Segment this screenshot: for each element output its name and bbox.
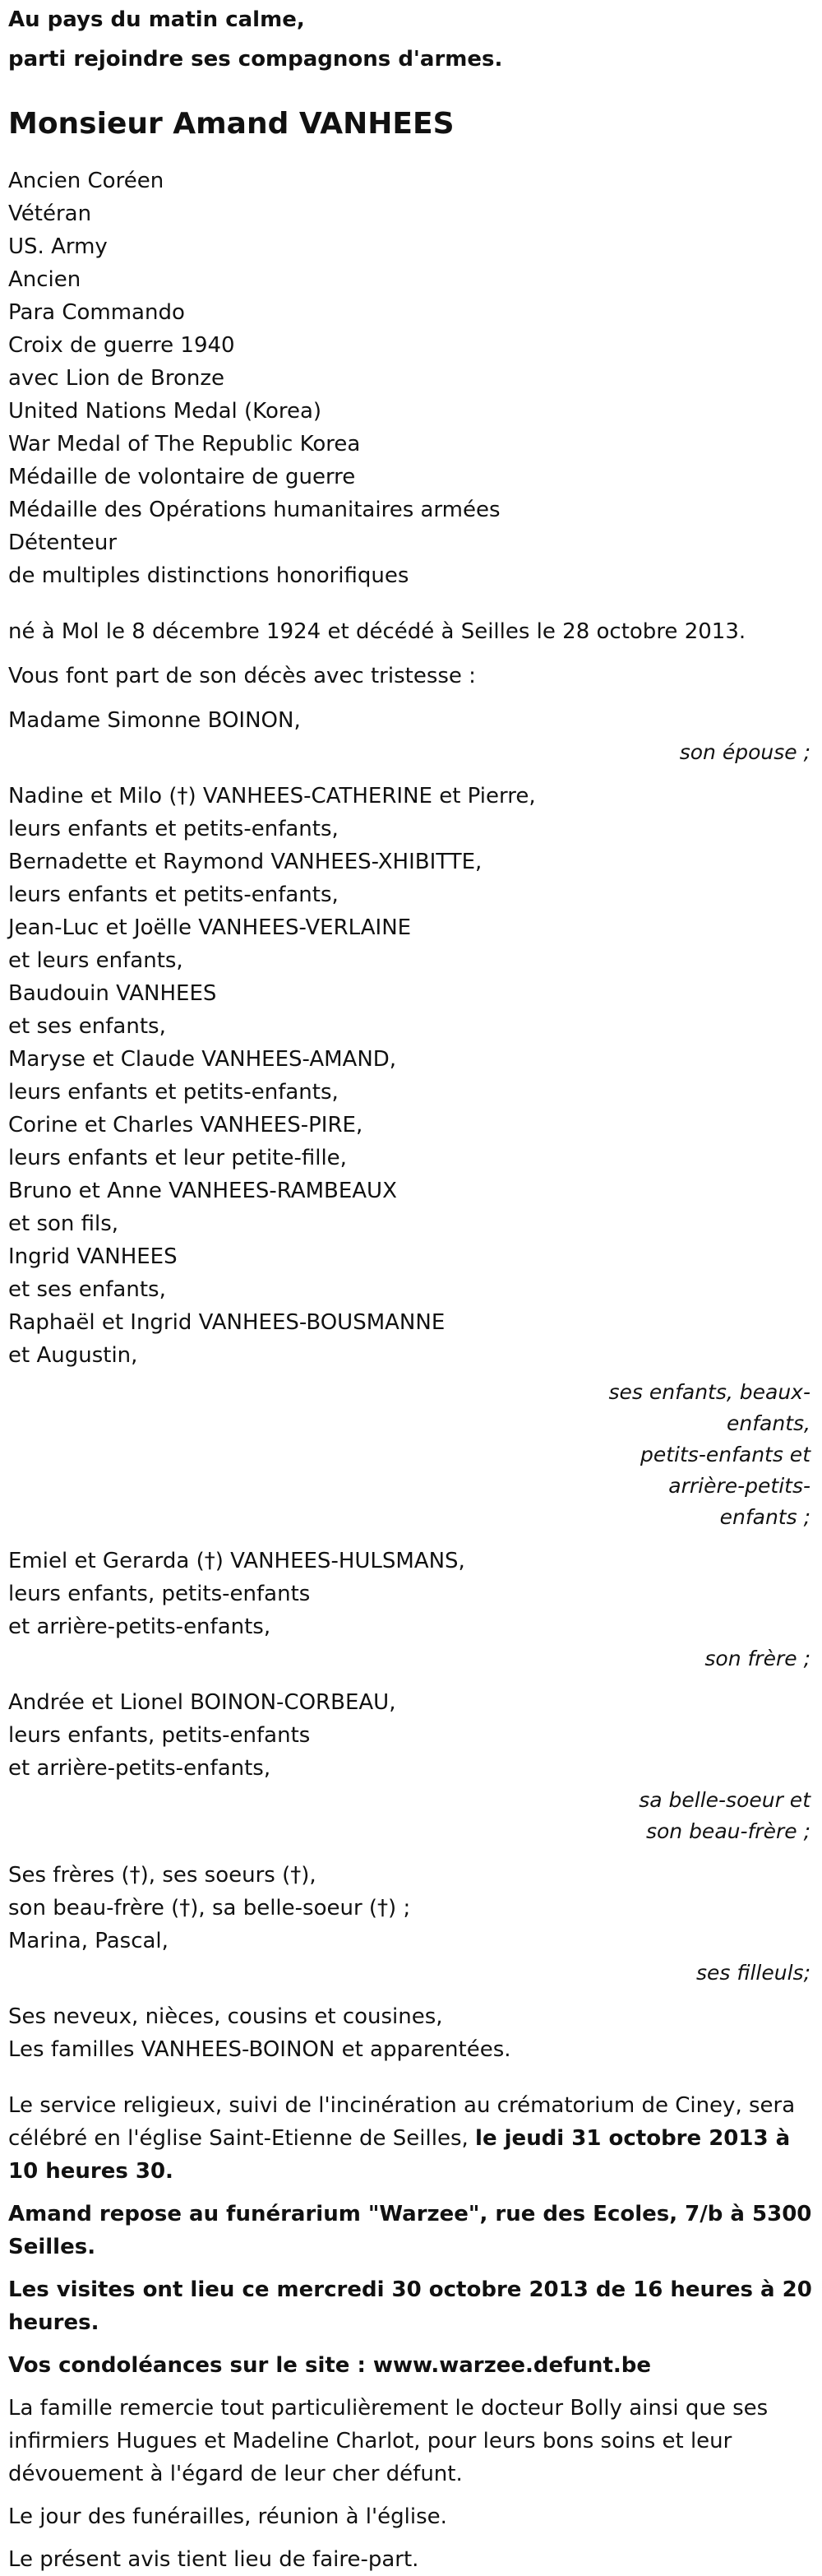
spouse-name: Madame Simonne BOINON,	[8, 708, 301, 733]
service-date: le jeudi 31 octobre 2013 à 10 heures 30.	[8, 2126, 791, 2184]
child-line: Bruno et Anne VANHEES-RAMBEAUX	[8, 1179, 397, 1203]
intro-line-2: parti rejoindre ses compagnons d'armes.	[8, 47, 503, 72]
birth-death-text: né à Mol le 8 décembre 1924 et décédé à Seilles le 28 octobre 2013.	[8, 619, 746, 644]
inlaws-role: sa belle-soeur et	[639, 1788, 810, 1812]
honor-item: United Nations Medal (Korea)	[8, 399, 322, 424]
honor-item: Para Commando	[8, 300, 185, 325]
family-line: Ses neveux, nièces, cousins et cousines,	[8, 2004, 443, 2029]
honor-item: US. Army	[8, 234, 108, 259]
announce	[8, 660, 814, 693]
child-line: et leurs enfants,	[8, 948, 183, 973]
honors-list	[8, 164, 814, 592]
children-role: enfants,	[727, 1411, 810, 1435]
thanks-text: La famille remercie tout particulièrement le docteur Bolly ainsi que ses infirmiers Hugues et Madeline Charlot, pour leurs bons soins et leur dévouement à l'égard de leur cher défunt.	[8, 2396, 769, 2486]
brother-block	[8, 1545, 814, 1675]
inlaws-block	[8, 1686, 814, 1847]
service-block	[8, 2089, 814, 2188]
intro	[8, 0, 814, 79]
inlaws-line: leurs enfants, petits-enfants	[8, 1723, 311, 1748]
rest-info: Amand repose au funérarium "Warzee", rue des Ecoles, 7/b à 5300 Seilles.	[8, 2202, 812, 2259]
brother-line: leurs enfants, petits-enfants	[8, 1582, 311, 1606]
child-line: Jean-Luc et Joëlle VANHEES-VERLAINE	[8, 915, 412, 940]
notice-text: Le présent avis tient lieu de faire-part.	[8, 2547, 419, 2572]
inlaws-role: son beau-frère ;	[645, 1819, 810, 1843]
visits-info: Les visites ont lieu ce mercredi 30 octobre 2013 de 16 heures à 20 heures.	[8, 2277, 812, 2335]
inlaws-line: et arrière-petits-enfants,	[8, 1756, 271, 1781]
brother-line: Emiel et Gerarda (†) VANHEES-HULSMANS,	[8, 1549, 465, 1573]
honor-item: Médaille de volontaire de guerre	[8, 465, 356, 489]
family-line: Les familles VANHEES-BOINON et apparentées.	[8, 2037, 511, 2062]
condolences-info: Vos condoléances sur le site : www.warzee.defunt.be	[8, 2353, 651, 2378]
brother-line: et arrière-petits-enfants,	[8, 1615, 271, 1639]
honor-item: Ancien	[8, 267, 81, 292]
page-title: Monsieur Amand VANHEES	[8, 107, 455, 141]
honor-item: de multiples distinctions honorifiques	[8, 563, 409, 588]
intro-line-1: Au pays du matin calme,	[8, 7, 305, 32]
honor-item: Vétéran	[8, 202, 92, 226]
child-line: Maryse et Claude VANHEES-AMAND,	[8, 1047, 397, 1072]
godchildren-block	[8, 1859, 814, 1989]
spouse-block	[8, 704, 814, 768]
godchildren-line: Marina, Pascal,	[8, 1929, 169, 1953]
obituary-page	[8, 0, 814, 2576]
child-line: et son fils,	[8, 1212, 119, 1236]
child-line: Baudouin VANHEES	[8, 981, 217, 1006]
children-role: arrière-petits-	[668, 1474, 810, 1498]
children-role: enfants ;	[719, 1505, 810, 1529]
funeral-day-text: Le jour des funérailles, réunion à l'église.	[8, 2504, 447, 2529]
child-line: Raphaël et Ingrid VANHEES-BOUSMANNE	[8, 1310, 446, 1335]
child-line: Corine et Charles VANHEES-PIRE,	[8, 1113, 363, 1137]
birth-death	[8, 615, 814, 648]
family-block	[8, 2000, 814, 2066]
child-line: Ingrid VANHEES	[8, 1244, 178, 1269]
honor-item: Croix de guerre 1940	[8, 333, 235, 358]
spouse-role: son épouse ;	[679, 740, 810, 764]
honor-item: Ancien Coréen	[8, 169, 164, 193]
honor-item: Détenteur	[8, 530, 118, 555]
child-line: et ses enfants,	[8, 1014, 166, 1039]
godchildren-line: Ses frères (†), ses soeurs (†),	[8, 1863, 316, 1888]
child-line: leurs enfants et leur petite-fille,	[8, 1146, 347, 1170]
inlaws-line: Andrée et Lionel BOINON-CORBEAU,	[8, 1690, 396, 1715]
brother-role: son frère ;	[704, 1647, 810, 1670]
honor-item: Médaille des Opérations humanitaires armées	[8, 498, 501, 522]
children-role: ses enfants, beaux-	[608, 1380, 810, 1404]
godchildren-line: son beau-frère (†), sa belle-soeur (†) ;	[8, 1896, 411, 1920]
child-line: Bernadette et Raymond VANHEES-XHIBITTE,	[8, 850, 483, 874]
child-line: Nadine et Milo (†) VANHEES-CATHERINE et Pierre,	[8, 784, 536, 808]
child-line: leurs enfants et petits-enfants,	[8, 817, 339, 841]
child-line: leurs enfants et petits-enfants,	[8, 883, 339, 907]
announce-text: Vous font part de son décès avec tristesse :	[8, 664, 476, 688]
child-line: et Augustin,	[8, 1343, 138, 1368]
children-role: petits-enfants et	[640, 1443, 810, 1466]
honor-item: avec Lion de Bronze	[8, 366, 224, 391]
child-line: leurs enfants et petits-enfants,	[8, 1080, 339, 1105]
child-line: et ses enfants,	[8, 1277, 166, 1302]
honor-item: War Medal of The Republic Korea	[8, 432, 361, 456]
children-block	[8, 780, 814, 1533]
godchildren-role: ses filleuls;	[695, 1961, 810, 1985]
service-text: Le service religieux, suivi de l'incinération au crématorium de Ciney, sera célébré en l'église Saint-Etienne de Seilles,	[8, 2093, 796, 2151]
